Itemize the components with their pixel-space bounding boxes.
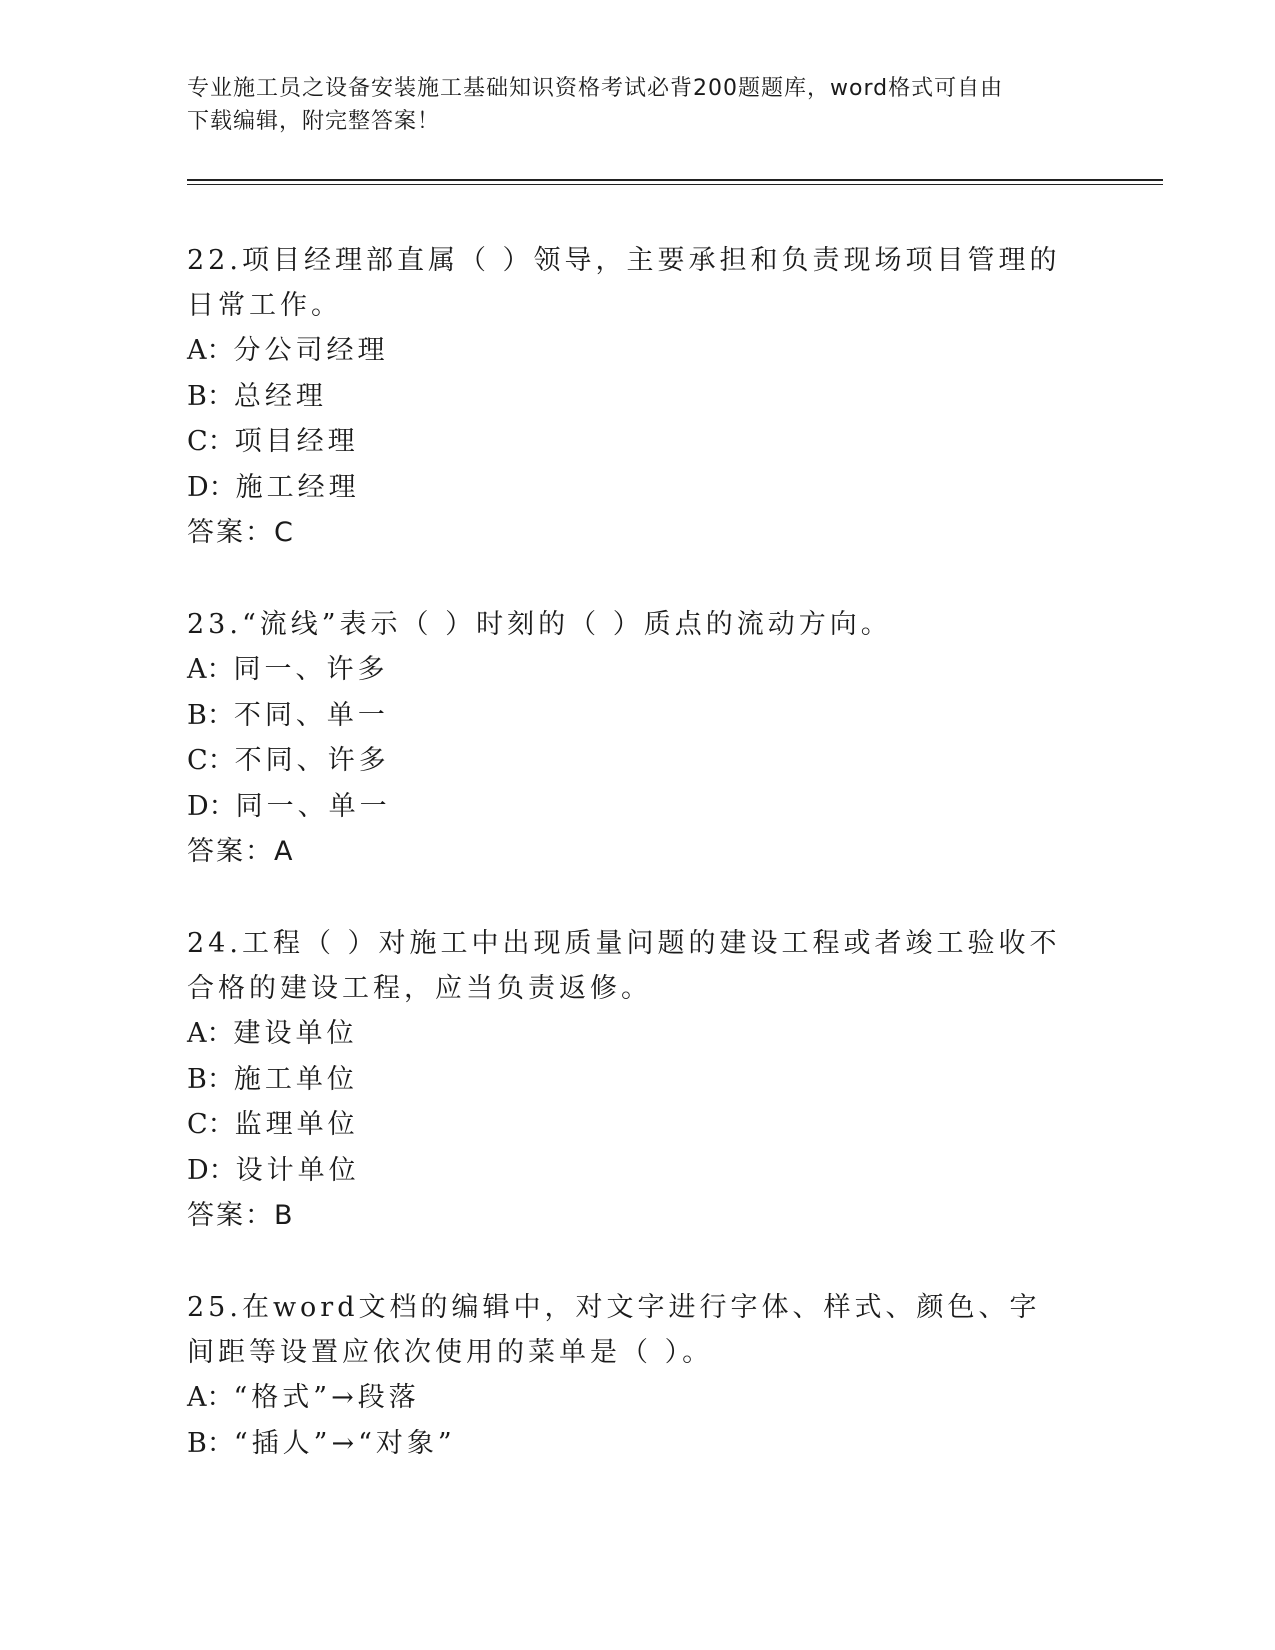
option-d: D：施工经理	[187, 471, 360, 503]
option-b: B：“插人”→“对象”	[187, 1427, 456, 1459]
answer: 答案：B	[187, 1200, 295, 1231]
option-c: C：监理单位	[187, 1109, 359, 1140]
answer: 答案：A	[187, 836, 295, 867]
option-a: A：建设单位	[187, 1018, 358, 1049]
question-text: 23.“流线”表示（ ）时刻的（ ）质点的流动方向。	[187, 609, 892, 640]
document-header	[187, 72, 1067, 138]
header-divider-thin	[187, 184, 1163, 185]
option-b: B：施工单位	[187, 1063, 358, 1095]
header-line-1: 专业施工员之设备安装施工基础知识资格考试必背200题题库，word格式可自由	[187, 76, 1004, 101]
question-text: 25.在word文档的编辑中，对文字进行字体、样式、颜色、字间距等设置应依次使用的菜单是（ ）。	[187, 1292, 1041, 1368]
option-b: B：总经理	[187, 380, 327, 412]
question-22	[187, 238, 1067, 555]
question-23	[187, 602, 1067, 874]
header-line-2: 下载编辑，附完整答案！	[187, 109, 441, 134]
option-d: D：设计单位	[187, 1154, 360, 1186]
question-text: 22.项目经理部直属（ ）领导，主要承担和负责现场项目管理的日常工作。	[187, 245, 1061, 321]
option-a: A：同一、许多	[187, 654, 389, 685]
option-d: D：同一、单一	[187, 790, 391, 822]
option-a: A：分公司经理	[187, 335, 389, 366]
option-b: B：不同、单一	[187, 699, 389, 731]
question-24	[187, 921, 1067, 1238]
option-c: C：项目经理	[187, 426, 359, 457]
header-divider-thick	[187, 179, 1163, 181]
option-c: C：不同、许多	[187, 745, 390, 776]
answer: 答案：C	[187, 517, 295, 548]
option-a: A：“格式”→段落	[187, 1382, 420, 1413]
question-25	[187, 1285, 1067, 1466]
question-list	[187, 238, 1067, 1466]
question-text: 24.工程（ ）对施工中出现质量问题的建设工程或者竣工验收不合格的建设工程，应当负责返修。	[187, 928, 1061, 1004]
